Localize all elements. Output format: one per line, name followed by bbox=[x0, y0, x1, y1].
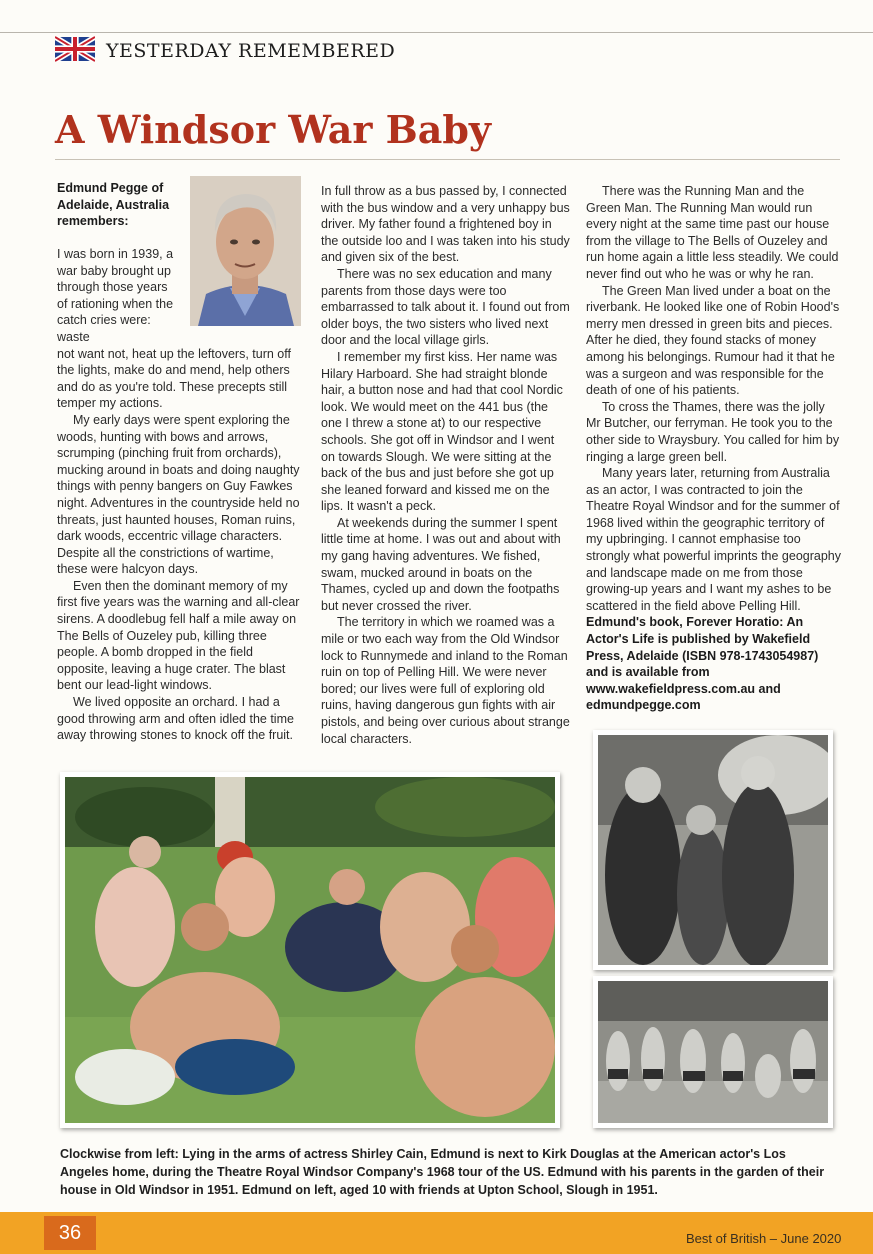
book-note: Edmund's book, Forever Horatio: An Actor's Life is published by Wakefield Press, Adelaide (ISBN 978-1743054987) and is available from www.wakefieldpress.com.au and edmundpegge.com bbox=[586, 615, 819, 713]
paragraph: Many years later, returning from Australia as an actor, I was contracted to join the Theatre Royal Windsor and for the summer of 1968 lived within the geographic territory of my upbringing. I cannot emphasise too strongly what powerful imprints the geography and landscape made on me from those growing-up years and I want my ashes to be scattered in the field above Pelling Hill. bbox=[586, 466, 841, 613]
article-title: A Windsor War Baby bbox=[55, 107, 491, 152]
photo-school-friends bbox=[593, 976, 833, 1128]
union-jack-icon bbox=[55, 36, 95, 62]
column-1 bbox=[57, 246, 307, 744]
publication-issue: Best of British – June 2020 bbox=[686, 1231, 842, 1246]
section-header: YESTERDAY REMEMBERED bbox=[106, 40, 396, 62]
photo-with-parents-image bbox=[598, 735, 828, 965]
paragraph: not want not, heat up the leftovers, turn off the lights, make do and mend, help others and do as you're told. These precepts still temper my actions. bbox=[57, 346, 291, 411]
paragraph: There was the Running Man and the Green Man. The Running Man would run every night at the same time past our house from the village to The Bells of Ouzeley and run home again a little less steadily. We could never find out who he was or why he ran. bbox=[586, 184, 839, 281]
paragraph: To cross the Thames, there was the jolly Mr Butcher, our ferryman. He took you to the other side to Wraysbury. You called for him by ringing a large green bell. bbox=[586, 399, 840, 464]
photo-pool-party-image bbox=[65, 777, 555, 1123]
paragraph: I remember my first kiss. Her name was Hilary Harboard. She had straight blonde hair, a button nose and had that cool Nordic look. We would meet on the 441 bus (the one I threw a stone at) to our respective schools. She got off in Windsor and I went on towards Slough. We were sitting at the back of the bus and just before she got up she leaned forward and kissed me on the lips. It wasn't a peck. bbox=[321, 349, 563, 514]
page-number: 36 bbox=[44, 1216, 96, 1250]
paragraph: I was born in 1939, a war baby brought up through those years of rationing when the catch cries were: waste bbox=[57, 247, 174, 344]
paragraph: At weekends during the summer I spent little time at home. I was out and about with my gang having adventures. We fished, swam, mucked around in boats on the Thames, cycled up and down the footpaths but never crossed the river. bbox=[321, 515, 561, 613]
paragraph: Even then the dominant memory of my first five years was the warning and all-clear sirens. A doodlebug fell half a mile away on The Bells of Ouzeley pub, killing three people. A bomb dropped in the field opposite, leaving a huge crater. The blast bent our lead-light windows. bbox=[57, 578, 300, 693]
photo-with-parents bbox=[593, 730, 833, 970]
paragraph: In full throw as a bus passed by, I connected with the bus window and a very unhappy bus driver. My father found a frightened boy in the outside loo and I was taken into his study and given six of the best. bbox=[321, 184, 570, 265]
title-divider bbox=[55, 159, 840, 160]
photo-caption: Clockwise from left: Lying in the arms of actress Shirley Cain, Edmund is next to Kirk Douglas at the American actor's Los Angeles home, during the Theatre Royal Windsor Company's 1968 tour of the US. Edmund with his parents in the garden of their house in Old Windsor in 1951. Edmund on left, aged 10 with friends at Upton School, Slough in 1951. bbox=[60, 1147, 825, 1197]
column-3 bbox=[586, 183, 841, 714]
paragraph: The territory in which we roamed was a mile or two each way from the Old Windsor lock to Runnymede and inland to the Roman ruin on top of Pelling Hill. We were never bored; our lives were full of exploring old ruins, having dangerous gun fights with air pistols, and being over curious about strange local characters. bbox=[321, 615, 570, 746]
paragraph: There was no sex education and many parents from those days were too embarrassed to talk about it. I found out from older boys, the two sisters who lived next door and the local village girls. bbox=[321, 266, 570, 348]
photo-school-friends-image bbox=[598, 981, 828, 1123]
paragraph: We lived opposite an orchard. I had a good throwing arm and often idled the time away throwing stones to knock off the fruit. bbox=[57, 695, 294, 743]
top-rule bbox=[0, 32, 873, 33]
byline: Edmund Pegge of Adelaide, Australia remembers: bbox=[57, 181, 170, 229]
paragraph: The Green Man lived under a boat on the riverbank. He looked like one of Robin Hood's merry men dressed in green bits and pieces. After he died, they found stacks of money among his belongings. Rumour had it that he was a surgeon and was responsible for the death of one of his patients. bbox=[586, 283, 840, 398]
column-2 bbox=[321, 183, 571, 747]
photo-pool-party bbox=[60, 772, 560, 1128]
paragraph: My early days were spent exploring the woods, hunting with bows and arrows, scrumping (pinching fruit from orchards), mucking around in boats and doing naughty things with penny bangers on Guy Fawkes night. Adventures in the countryside held no threats, just haunted houses, Roman ruins, dark woods, eccentric village characters. Despite all the constrictions of wartime, these were halcyon days. bbox=[57, 412, 300, 577]
